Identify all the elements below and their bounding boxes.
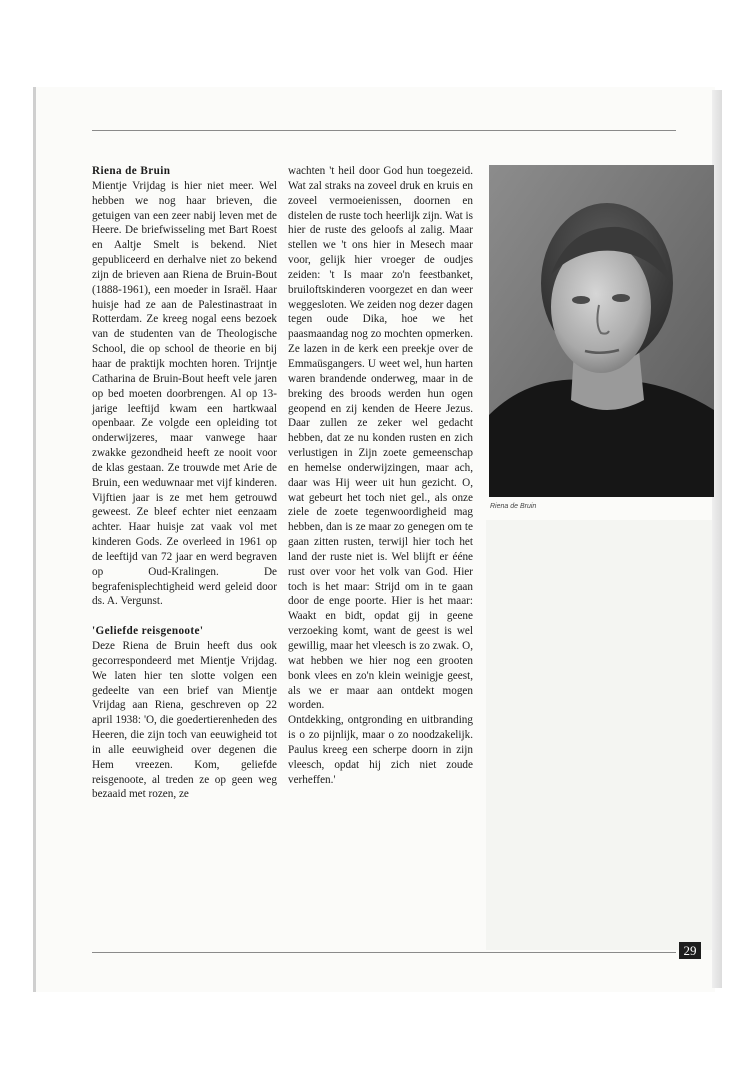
portrait-photo — [489, 165, 714, 497]
text-column-2 — [288, 164, 473, 787]
section-heading-reisgenoote: 'Geliefde reisgenoote' — [92, 625, 204, 638]
paragraph-letter-start: Deze Riena de Bruin heeft dus ook gecorrespondeerd met Mientje Vrijdag. We laten hier ten slotte volgen een gedeelte van een brief van Mientje Vrijdag aan Riena, geschreven op 22 april 1938: 'O, die goedertierenheden des Heeren, die zijn toch van eeuwigheid tot in alle eeuwigheid over degenen die Hem vreezen. Kom, geliefde reisgenoote, al treden ze op geen weg bezaaid met rozen, ze — [92, 640, 277, 801]
section-heading-riena: Riena de Bruin — [92, 165, 171, 177]
paragraph-gap — [92, 609, 277, 624]
portrait-image — [489, 165, 714, 497]
bottom-rule — [92, 952, 676, 953]
paragraph-letter-end: Ontdekking, ontgronding en uitbranding is o zo pijnlijk, maar o zo noodzakelijk. Paulus kreeg een scherpe doorn in zijn vleesch, opdat hij zich niet zoude verheffen.' — [288, 714, 473, 786]
spine-shadow — [33, 87, 36, 992]
paragraph-letter-continued: wachten 't heil door God hun toegezeid. Wat zal straks na zoveel druk en kruis en zoveel vermoeienissen, doornen en distelen de ruste toch heerlijk zijn. Wat is hier de ruste des geloofs al zalig. Maar stellen we 't ons hier in Mesech maar voor, gelijk hier vroeger de oudjes zeiden: 't Is maar zo'n feestbanket, bruiloftskinderen voorgezet en dan weer weggesloten. We zeiden nog dezer dagen tegen oude Dika, hoe we het paasmaandag nog zo mochten opmerken. Ze lazen in de kerk een preekje over de Emmaüsgangers. U weet wel, hun harten waren brandende onderweg, maar in de breking des broods werden hun ogen geopend en zij kenden de Heere Jezus. Daar zullen ze zeker wel gedacht hebben, dat ze nu konden rusten en zich verlustigen in Zijn zoete gemeenschap en hemelse onderwijzingen, maar ach, daar was Hij weer uit hun gezicht. O, wat gebeurt het toch niet gel., als onze ziele de zoete tegenwoordigheid mag hebben, dan is ze maar zo genegen om te gaan zitten rusten, terwijl hier toch het land der ruste niet is. Wel blijft er ééne rust over voor het volk van God. Hier toch is het maar: Strijd om in te gaan door de enge poorte. Hier is het maar: Waakt en bidt, opdat gij in geene verzoeking komt, want de geest is wel gewillig, maar het vleesch is zo zwak. O, wat hebben we hier nog een grooten bonk vlees en zo'n klein weinigje geest, als we er maar aan ontdekt mogen worden. — [288, 165, 473, 712]
paragraph-intro: Mientje Vrijdag is hier niet meer. Wel hebben we nog haar brieven, die getuigen van een zeer nabij leven met de Heere. De briefwisseling met Bart Roest en Aaltje Smelt is bekend. Niet gepubliceerd en derhalve niet zo bekend zijn de brieven aan Riena de Bruin-Bout (1888-1961), een moeder in Israël. Haar huisje had ze aan de Palestinastraat in Rotterdam. Ze kreeg nogal eens bezoek van de studenten van de Theologische School, die op school de theorie en bij haar de praktijk mochten horen. Trijntje Catharina de Bruin-Bout heeft vele jaren op bed moeten doorbrengen. Al op 13-jarige leeftijd kwam een hartkwaal openbaar. Ze volgde een opleiding tot onderwijzeres, maar vanwege haar zwakke gezondheid heeft ze nooit voor de klas gestaan. Ze trouwde met Arie de Bruin, een weduwnaar met vijf kinderen. Vijftien jaar is ze met hem getrouwd geweest. Ze bleef echter niet eenzaam achter. Haar huisje zat vaak vol met kinderen Gods. Ze overleed in 1961 op de leeftijd van 72 jaar en werd begraven op Oud-Kralingen. De begrafenisplechtigheid werd geleid door ds. A. Vergunst. — [92, 179, 277, 608]
text-column-1 — [92, 164, 277, 802]
lower-right-tint — [486, 520, 712, 950]
page-number: 29 — [679, 942, 701, 959]
top-rule — [92, 130, 676, 131]
photo-caption: Riena de Bruin — [490, 503, 537, 510]
